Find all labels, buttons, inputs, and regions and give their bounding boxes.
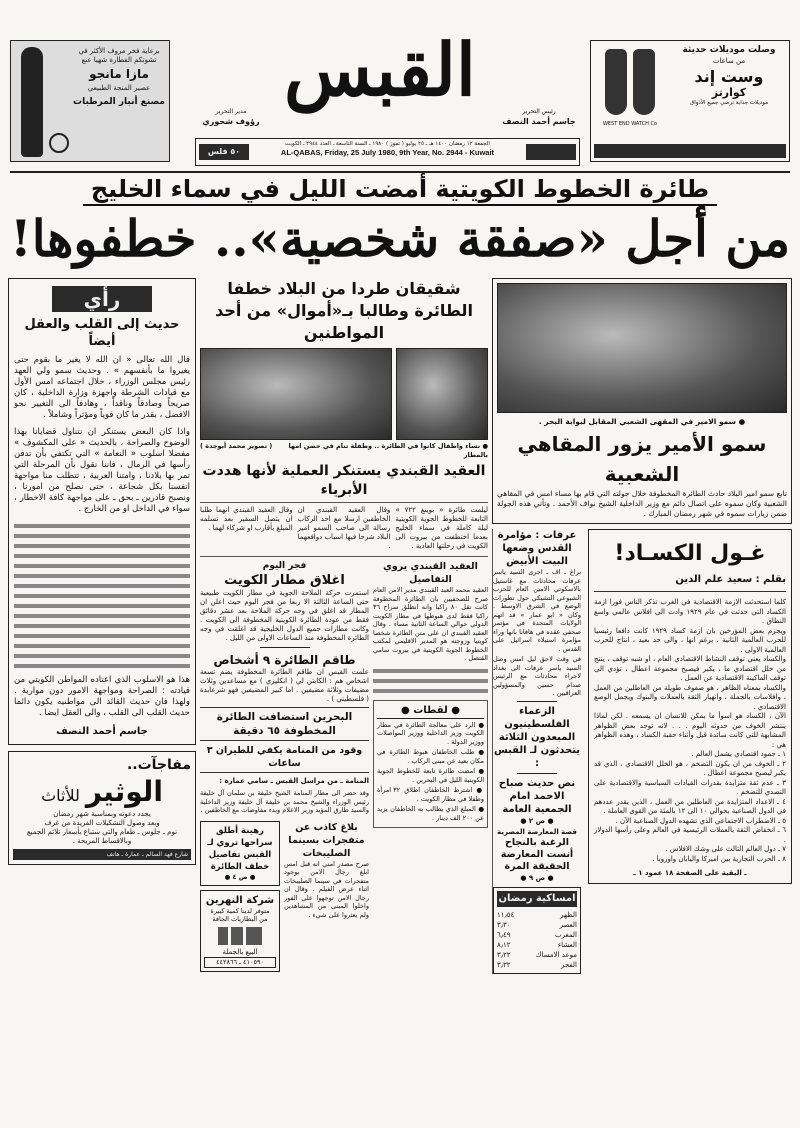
ad-phone: ٤١٠٥٩٠ ـ ٤٤٢٨٦٦ xyxy=(204,957,276,968)
list-item: ● امضت طائرة تابعة للخطوط الجوية الكويتية الليل في البحرين . xyxy=(377,767,484,784)
list-item: ٢ ـ الخوف من ان يكون التضخم ، هو الخلل الاقتصادي ، الذي قد يكبر ليصبح مجموعة اعطال . xyxy=(594,759,786,777)
opinion-paragraph: واذا كان البعض يستنكر ان نتناول قضايانا بهذا الوضوح والصراحة ، بالحديث « على المكشوف » مفضلا اسلوب « النعامة » التي تكتفي بأن تدفن رأسها في الرمال ، فاننا نقول بأن المرحلة التي تمر بها بلادنا ، وامتنا العربية ، تتطلب منا مواجهة انفسنا بكل شجاعة ، حتى نصلح من امورنا ، ونصبح قادرين ـ بحق ـ على مواجهة كافة الاخطار ، سواء في الداخل او من الخارج . xyxy=(14,427,190,514)
story-headline: سمو الأمير يزور المقاهي الشعبية xyxy=(517,432,767,486)
airport-story xyxy=(200,560,369,704)
prayer-name: الفجر xyxy=(561,960,577,969)
bottle-icon xyxy=(21,47,43,157)
teaser-kicker: قصة المعارضة المصرية xyxy=(497,827,577,836)
headline-kicker: طائرة الخطوط الكويتية أمضت الليل في سماء الخليج xyxy=(83,174,717,206)
page-ref: ● ص ٩ ● xyxy=(520,873,554,882)
ad-brand: الوثير xyxy=(85,775,163,808)
imsakiya-title: امساكية رمضان xyxy=(497,891,577,907)
story-text: استمرت حركة الملاحة الجوية في مطار الكويت طبيعية حتى الساعة الثالثة الا ربعا من فجر اليوم حيث اعلن ان المطار قد اغلق في وجه حركة الملاحة بعد عشر دقائق فقط من عودة الطائرة الكويتية المخطوفة الى الكويت . وكانت مطارات جميع الدول الخليجية قد اغلقت في وجه الطائرة المخطوفة منذ الساعات الاولى من الليل . xyxy=(200,589,369,642)
opinion-signature: جاسم أحمد النصف xyxy=(56,726,148,737)
snapshot-list xyxy=(377,721,484,823)
prayer-name: الظهر xyxy=(560,910,577,919)
hostage-box[interactable] xyxy=(200,821,280,886)
ad-brand: للأثاث xyxy=(41,786,80,805)
story-text: العقيد محمد العبد القبندي مدير الامن العام صرح للصحفيين بان الطائرة المخطوفة كانت تقل ٨٠ راكبا وانه انطلق سراح ٣٦ راكبا فقط لدى هبوطها في مطار الكويت الدولي حوالي الساعة الثانية مساء . وقال العقيد القبندي ان على متن الطائرة شخصا كويتيا وزوجته هو المدير الاقليمي لمكتب الخطوط الجوية الكويتية في بيروت سامي القتصل . xyxy=(373,586,489,662)
prayer-name: المغرب xyxy=(555,930,577,939)
price-badge: ٥٠ فلس xyxy=(199,144,249,160)
photo-emir xyxy=(497,283,787,413)
text-block xyxy=(14,521,190,671)
name: رؤوف شحوري xyxy=(202,117,260,126)
hoax-story xyxy=(284,821,369,972)
ad-text: من ساعات xyxy=(712,57,746,65)
article-list xyxy=(594,750,786,864)
article-paragraph: والكساد يعني توقف النشاط الاقتصادي العام ، او شبه توقف ، ينتج من خلل اقتصادي ما ، يكبر فيصبح مجموعة اعطال ، تؤدي الى توقف الماكينة الاقتصادية عن العمل . xyxy=(594,655,786,682)
list-item: ● اشترط الخاطفان اطلاق ٣٢ امرأة وطفلا في مطار الكويت . xyxy=(377,786,484,803)
story-headline: العقيد القبندي يروي التفاصيل xyxy=(383,561,478,585)
story-text: براغ ـ اف ـ اجرى السيد ياسر عرفات محادثات مع غاستيل بالاسكوتي الامين العام للحزب الشيوعي التشيكي حول تطورات الوضع في الشرق الاوسط . وكان « ابو عمار » قد اتهم الولايات المتحدة في مؤتمر صحفي عقده في هافانا بانها وراء مؤامرة استيلاء اسرائيل على القدس . xyxy=(493,568,581,653)
list-item: ● الرد على معالجة الطائرة في مطار الكويت وزير الداخلية ووزير المواصلات ووزير الدولة . xyxy=(377,720,484,746)
ad-text: من البطاريات الجافة xyxy=(212,915,268,923)
arafat-story xyxy=(492,529,584,974)
list-item: ٣ ـ عدم ثقة متزايدة بقدرات القيادات السياسية والاقتصادية على التصدي للتضخم . xyxy=(594,778,786,796)
ad-text: موديلات جذابة ترضي جميع الأذواق xyxy=(689,100,769,106)
masthead-logo: القبس xyxy=(284,27,476,112)
details-story xyxy=(373,560,488,696)
prayer-name: موعد الامساك xyxy=(535,950,577,959)
snapshots xyxy=(373,700,488,829)
article-paragraph: كلما استحدثت الازمة الاقتصادية في الغرب تذكر الناس فورا ازمة الكساد التي حدثت في عام ١٩٢٩ وادت الى افلاس عالمي واسع النطاق . xyxy=(594,598,786,625)
imsakiya-row xyxy=(497,910,577,920)
story-kicker: فجر اليوم xyxy=(262,561,307,571)
page-ref: ● ص ٤ ● xyxy=(224,872,256,881)
photo-passengers xyxy=(200,348,392,440)
story-headline: البحرين استضافت الطائرة المخطوفة ٦٥ دقيقة xyxy=(200,707,369,741)
list-item: ١ ـ جمود اقتصادي يشمل العالم . xyxy=(691,750,786,758)
list-item: ٨ ـ الحرب التجارية بين اميركا واليابان واوروبا . xyxy=(652,854,786,863)
prayer-time: ٣٫٢٢ xyxy=(497,950,511,959)
list-item: ٤ ـ الاعداد المتزايدة من العاطلين من العمل ، الذين يقدر عددهم في الدول الصناعية بحوالي ١٠ الى ١٢ بالمئة من القوى العاملة . xyxy=(594,797,786,815)
ad-mango-juice[interactable] xyxy=(10,40,170,162)
story-text: في وقت لاحق ليل امس وصل السيد ياسر عرفات الى بغداد لاجراء محادثات مع الرئيس صدام حسين والمسؤولين العراقيين . xyxy=(493,655,581,697)
prayer-time: ٣٫٣٢ xyxy=(497,960,511,969)
opinion-title: حديث إلى القلب والعقل أيضاً xyxy=(24,317,180,349)
opinion-label: رأي xyxy=(52,286,152,312)
ad-nahrain-batteries[interactable] xyxy=(200,890,280,972)
recession-article xyxy=(588,529,792,884)
imsakiya-rows xyxy=(497,910,577,970)
photo-caption: ● سمو الامير في المقهى الشعبي المقابل لبوابة البحر . xyxy=(538,417,746,426)
ad-footer: شارع فهد السالم ـ عمارة ـ هاتف xyxy=(13,849,191,860)
photo-credit: ( تصوير محمد أبوجدة ) xyxy=(200,442,273,450)
prayer-time: ١١٫٥٤ xyxy=(497,910,515,919)
ad-wathir-furniture[interactable] xyxy=(8,751,196,865)
ad-west-end-watch[interactable] xyxy=(590,40,790,162)
ad-text: وصلت موديلات حديثة xyxy=(682,45,776,55)
battery-icon xyxy=(204,927,276,945)
imsakiya-row xyxy=(497,960,577,970)
article-paragraph: والكساد بمعناه الظاهر ، هو صفوف طويلة من العاطلين من العمل ، وافلاسات بالجملة ، وانهيار الثقة بالعملات والبنوك ويجمل الوضع الاقتصادي . xyxy=(594,683,786,711)
prayer-time: ٦٫٤٩ xyxy=(497,930,511,939)
ramadan-badge xyxy=(526,144,576,160)
opinion-paragraph: هذا هو الاسلوب الذي اعتاده المواطن الكويتي من قيادته : الصراحة ومواجهة الامور دون مواربة . ولهذا فان حديث القائد الى مواطنيه يكون دائما حديث القلب الى القلب ، والى العقل ايضا . xyxy=(14,675,190,718)
story-headline: شقيقان طردا من البلاد خطفا الطائرة وطالبا بـ«أموال» من أحد المواطنين xyxy=(215,279,473,342)
ad-text: يجدد دعوته وبمناسبة شهر رمضان xyxy=(53,810,151,818)
watch-logo: WEST END WATCH Co xyxy=(602,121,658,127)
ad-text: مصنع أنبار المرطبات xyxy=(73,97,165,107)
prayer-time: ٣٫٣٠ xyxy=(497,920,511,929)
photo-child xyxy=(396,348,488,440)
ad-brand: كوارتز xyxy=(711,86,747,99)
ad-brand: وست إند xyxy=(694,67,764,86)
ad-text: متوفر لدينا كمية كبيرة xyxy=(210,906,270,915)
story-text: تابع سمو امير البلاد حادث الطائرة المخطوفة خلال جولته التي قام بها مساء امس في المقاهي الشعبية وكان سموه على اتصال دائم مع وزير الداخلية الشيخ نواف الأحمد . وتأتي هذه الجولة ضمن زيارات سموه في شهر رمضان المبارك . xyxy=(497,489,787,518)
article-title: غـول الكسـاد! xyxy=(614,541,766,566)
ad-text: نوم ـ جلوس ـ طعام والتي ستباع بأسعار تلائم الجميع وبالاقساط المريحة . xyxy=(26,828,178,845)
main-headline: من أجل «صفقة شخصية».. خطفوها! xyxy=(9,209,791,268)
story-text: صرح مصدر امني انه قبل امس ابلغ رجال الامن بوجود متفجرات في سينما الصليبخات اثناء عرض الفيلم . وقال ان رجال الامن توجهوا على الفور واخلوا المبنى من المشاهدين ولم يعثروا على شيء . xyxy=(284,859,369,919)
ad-brand: شركة النهرين xyxy=(205,894,275,906)
list-item: ● المبلغ الذي يطالب به الخاطفان يزيد عن ٢٠٠ الف دينار . xyxy=(377,805,484,822)
logo-icon xyxy=(49,133,69,153)
prayer-name: العصر xyxy=(559,920,577,929)
story-text: علمت القبس ان طاقم الطائرة المخطوفة يضم تسعة اشخاص هم : الكابتن لي ( انكليزي ) مع مساعدين وثلاث مضيفات وثلاثة مضيفين . اما كبير المضيفين فهو شرعابدة ( فلسطيني ) . xyxy=(200,668,369,703)
date-bar xyxy=(195,138,580,166)
editor-in-chief xyxy=(495,108,583,127)
managing-editor xyxy=(192,108,270,127)
article-paragraph: ويجزم بعض المؤرخين بان ازمة كساد ١٩٢٩ كانت دافعا رئيسيا للحرب العالمية الثانية ، برغم انها ، والى حد بعيد ، انتاج للحرب العالمية الاولى . xyxy=(594,626,787,654)
list-item: ٧ ـ دول العالم الثالث على وشك الافلاس . xyxy=(665,845,786,853)
story-text: وقال العقيد القبندي انهما طلبا ان يتصل السفير بعد تسلمه المبلغ بأقارب او شركاء لهما . xyxy=(199,506,293,532)
story-headline: بلاغ كاذب عن متفجرات بسينما الصليبخات xyxy=(288,821,365,859)
story-headline: عرفات : مؤامرة القدس وضعها البيت الأبيض xyxy=(497,530,577,567)
teaser-headline[interactable]: نص حديث صباح الاحمد امام الجمعية العامة xyxy=(498,777,576,815)
ad-brand: مازا مانجو xyxy=(89,67,149,81)
date-english: AL-QABAS, Friday, 25 July 1980, 9th Year, No. 2944 - Kuwait xyxy=(280,148,495,157)
continued-note[interactable]: ـ البقية على الصفحة ١٨ عمود ١ ـ xyxy=(633,869,747,877)
opinion-paragraph: قال الله تعالى « ان الله لا يغير ما بقوم حتى يغيروا ما بأنفسهم » . وحديث سمو ولي العهد رئيس مجلس الوزراء ، خلال اجتماعه امس الأول مع قيادات الشرطة واجهزة وزارة الداخلية ، كان صريحاً وصادقاً وناقداً ، وهادفاً الى التغيير نحو الافضل ، بقدر ما كان قوياً ومؤثراً وشاملاً . xyxy=(14,355,190,420)
article-paragraph: الآن ، الكساد هو اسوأ ما يمكن للانسان ان يسمعه . لكن لماذا ينتشر الخوف من حدوثه اليوم . . . لانه توجد بعض الظواهر المشابهة للتي كانت سائدة قبل وأثناء حقبة الكساد ، وهذه الظواهر هي : xyxy=(594,712,786,749)
box-headline: رهينة أطلق سراحها تروي لـ القبس تفاصيل خطف الطائرة xyxy=(207,825,273,872)
imsakiya-row xyxy=(497,930,577,940)
ad-text: البيع بالجملة xyxy=(222,947,258,956)
teaser-headline[interactable]: الرغبة بالنجاح أنست المعارضة الحقيقة المرة xyxy=(500,836,574,872)
story-text: ليلمت طائرة « بوينغ ٧٢٢ » التابعة للخطوط الجوية الكويتية ليلة كاملة في سماء الخليج بعدما اختطفت من بيروت الى الكويت في رحلتها العادية . xyxy=(395,506,488,550)
story-headline: طاقم الطائرة ٩ أشخاص xyxy=(213,653,356,667)
label: مدير التحرير xyxy=(215,108,247,115)
list-item: ٥ ـ الاضطراب الاجتماعي الذي تشهده الدول الصناعية الآن . xyxy=(615,816,786,825)
list-item: ● طلب الخاطفان هبوط الطائرة في مكان بعيد عن مبنى الركاب . xyxy=(377,748,484,765)
vase-icon xyxy=(605,49,627,115)
ad-text: برعاية فخر مروف الأكثر في تشوتكم الفطارة شهيا عنع xyxy=(78,47,160,64)
ad-text: مفاجآت.. xyxy=(126,757,191,773)
imsakiya-row xyxy=(497,950,577,960)
story-text: وقد حضر الى مطار المنامة الشيخ خليفة بن سلمان آل خليفة رئيس الوزراء والشيخ محمد بن خليفة آل خليفة وزير الداخلية والسيد طارق المؤيد وزير الاعلام وبدء مفاوضات مع الخاطفين . xyxy=(200,789,369,814)
imsakiya-row xyxy=(497,920,577,930)
opinion-column xyxy=(8,278,196,745)
date-arabic: الجمعة ١٢ رمضان ١٤٠٠ هـ ـ ٢٥ يوليو ( تموز ) ١٩٨٠ ـ السنة التاسعة ـ العدد ٢٩٤٤ ـ الكويت xyxy=(285,141,490,147)
ad-text: وبعد وصول التشكيلات الفريدة من غرف xyxy=(44,819,160,827)
ad-text: عصير المنجة الطبيعي xyxy=(87,84,151,92)
prayer-name: العشاء xyxy=(557,940,577,949)
teaser-headline[interactable]: الزعماء الفلسطينيون المبعدون الثلاثة يتحدثون لـ القبس : xyxy=(493,705,581,769)
story-byline: المنامة ـ من مراسل القبس ـ سامي عمارة : xyxy=(219,777,369,785)
vase-icon xyxy=(633,49,655,115)
section-title: ● لقطات ● xyxy=(377,704,484,719)
text-block xyxy=(373,666,488,696)
imsakiya-table xyxy=(493,887,581,974)
label: رئيس التحرير xyxy=(522,108,556,115)
story-headline: العقيد القبندي يستنكر العملية لأنها هددت الأبرياء xyxy=(200,462,488,503)
ad-footer-strip xyxy=(594,144,786,158)
photo-caption: ● نساء واطفال كانوا في الطائرة .. وطفلة تنام في حضن امها بالمطار xyxy=(288,442,488,459)
imsakiya-row xyxy=(497,940,577,950)
prayer-time: ٨٫١٢ xyxy=(497,940,511,949)
emir-story xyxy=(492,278,792,524)
story-headline: اغلاق مطار الكويت xyxy=(224,573,345,588)
story-subheadline: وقود من المنامة يكفي للطيران ٣ ساعات xyxy=(200,744,369,773)
article-byline: بقلم : سعيد علم الدين xyxy=(594,573,786,592)
name: جاسم أحمد النصف xyxy=(502,117,576,126)
list-item: ٦ ـ انخفاض الثقة بالعملات الرئيسية في العالم وعلى رأسها الدولار . xyxy=(594,826,786,844)
page-ref: ● ص ٢ ● xyxy=(520,816,554,825)
story-text: وقال العقيد القبندي ان الخاطفين ارسلا مع احد الركاب رسالة الى صاحب السمو امير البلاد شرحا فيها اسباب دوافعهما . xyxy=(297,506,391,550)
divider xyxy=(10,171,790,173)
